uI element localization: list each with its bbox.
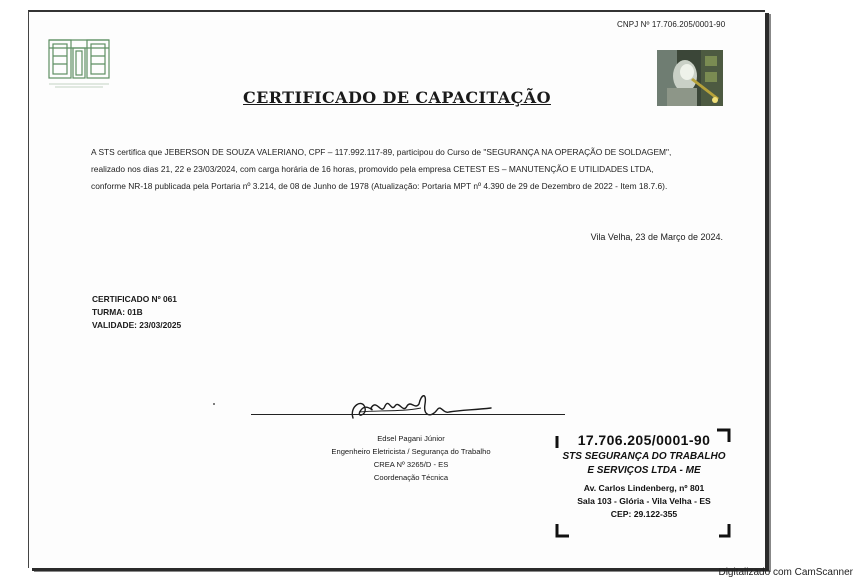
stamp-name-line-1: STS SEGURANÇA DO TRABALHO bbox=[562, 451, 726, 462]
signature-line bbox=[251, 414, 565, 415]
scanner-watermark: Digitalizado com CamScanner bbox=[718, 567, 853, 578]
stamp-cnpj: 17.706.205/0001-90 bbox=[577, 432, 711, 448]
signer-role: Engenheiro Eletricista / Segurança do Trabalho bbox=[331, 447, 491, 456]
body-line-2: realizado nos dias 21, 22 e 23/03/2024, com carga horária de 16 horas, promovido pela empresa CETEST ES – MANUTENÇÃO E UTILIDADES LTDA, bbox=[91, 164, 654, 174]
scan-speck bbox=[213, 403, 215, 405]
body-line-3: conforme NR-18 publicada pela Portaria nº 3.214, de 08 de Junho de 1978 (Atualização: Portaria MPT nº 4.390 de 29 de Dezembro de 2022 - Item 18.7.6). bbox=[91, 181, 668, 191]
signer-department: Coordenação Técnica bbox=[373, 473, 449, 482]
certificate-number: CERTIFICADO Nº 061 bbox=[92, 294, 177, 304]
certificate-body bbox=[91, 144, 731, 195]
certificate-info bbox=[92, 293, 181, 332]
certificate-title: CERTIFICADO DE CAPACITAÇÃO bbox=[243, 88, 551, 107]
stamp-cep: CEP: 29.122-355 bbox=[610, 509, 678, 519]
certificate-class: TURMA: 01B bbox=[92, 307, 143, 317]
signer-block bbox=[297, 432, 525, 484]
sts-logo-icon bbox=[47, 38, 111, 90]
certificate-validity: VALIDADE: 23/03/2025 bbox=[92, 320, 182, 330]
signer-name: Edsel Pagani Júnior bbox=[377, 434, 445, 443]
body-line-1: A STS certifica que JEBERSON DE SOUZA VALERIANO, CPF – 117.992.117-89, participou do Curso de "SEGURANÇA NA OPERAÇÃO DE SOLDAGEM", bbox=[91, 147, 672, 157]
certificate-sheet bbox=[28, 10, 765, 568]
header-cnpj: CNPJ Nº 17.706.205/0001-90 bbox=[617, 20, 726, 29]
company-stamp bbox=[553, 426, 733, 538]
date-place: Vila Velha, 23 de Março de 2024. bbox=[590, 232, 723, 242]
stamp-text bbox=[553, 432, 735, 521]
stamp-name-line-2: E SERVIÇOS LTDA - ME bbox=[587, 465, 701, 476]
signature-icon bbox=[341, 388, 501, 424]
stamp-address-2: Sala 103 - Glória - Vila Velha - ES bbox=[577, 496, 711, 506]
stamp-address-1: Av. Carlos Lindenberg, nº 801 bbox=[583, 483, 705, 493]
signer-crea: CREA Nº 3265/D - ES bbox=[373, 460, 449, 469]
